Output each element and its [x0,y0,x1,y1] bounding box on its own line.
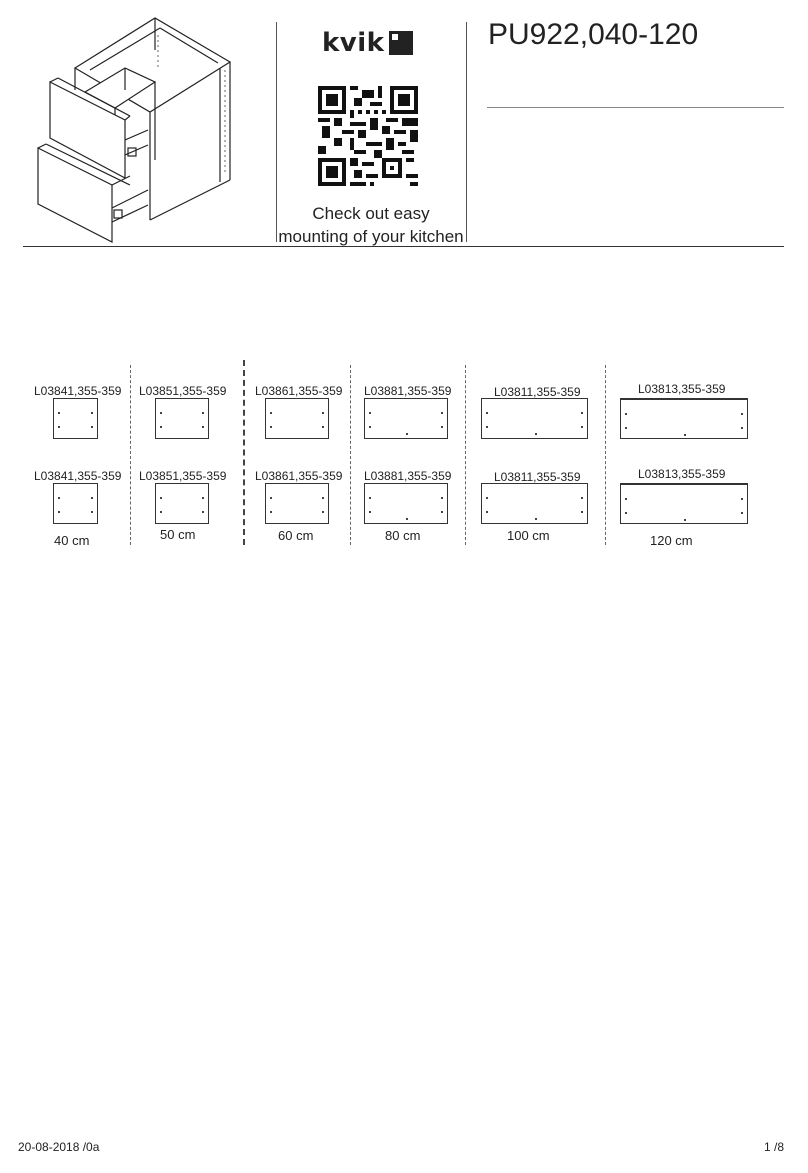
qr-caption-line2: mounting of your kitchen [278,227,464,246]
title-underline [487,107,784,108]
size-label: 40 cm [54,533,90,548]
drawer-front-panel [364,398,448,439]
part-label: L03841,355-359 [34,384,122,398]
part-label: L03811,355-359 [494,385,581,399]
part-label: L03813,355-359 [638,382,726,396]
size-label: 80 cm [385,528,421,543]
part-label: L03861,355-359 [255,384,343,398]
size-label: 120 cm [650,533,693,548]
brand-name: kvik [322,28,385,58]
part-label: L03811,355-359 [494,470,581,484]
part-label: L03851,355-359 [139,384,227,398]
part-label: L03881,355-359 [364,469,452,483]
size-label: 50 cm [160,527,196,542]
drawer-front-panel [620,483,748,524]
size-label: 60 cm [278,528,314,543]
column-divider [130,365,131,545]
drawer-front-panel [155,483,209,524]
column-divider [465,365,466,545]
cabinet-illustration [30,10,240,245]
drawer-front-panel [481,398,588,439]
column-divider [243,360,245,545]
drawer-front-panel [155,398,209,439]
part-label: L03861,355-359 [255,469,343,483]
drawer-front-panel [481,483,588,524]
drawer-front-panel [53,483,98,524]
qr-caption [276,202,466,248]
qr-caption-line1: Check out easy [312,204,430,223]
column-divider [605,365,606,545]
drawer-front-panel [620,398,748,439]
part-label: L03851,355-359 [139,469,227,483]
drawer-front-panel [53,398,98,439]
footer-date-revision: 20-08-2018 /0a [18,1140,100,1154]
brand-logo-square-icon [389,31,413,55]
drawer-front-panel [364,483,448,524]
part-label: L03881,355-359 [364,384,452,398]
drawer-front-panel [265,398,329,439]
footer-page-number: 1 /8 [764,1140,785,1154]
product-code: PU922,040-120 [488,18,699,51]
qr-code [318,86,418,186]
drawer-front-panel [265,483,329,524]
part-label: L03813,355-359 [638,467,726,481]
brand-logo [322,28,413,58]
header-rule [23,246,784,247]
size-label: 100 cm [507,528,550,543]
part-label: L03841,355-359 [34,469,122,483]
header-divider-right [466,22,467,242]
column-divider [350,365,351,545]
